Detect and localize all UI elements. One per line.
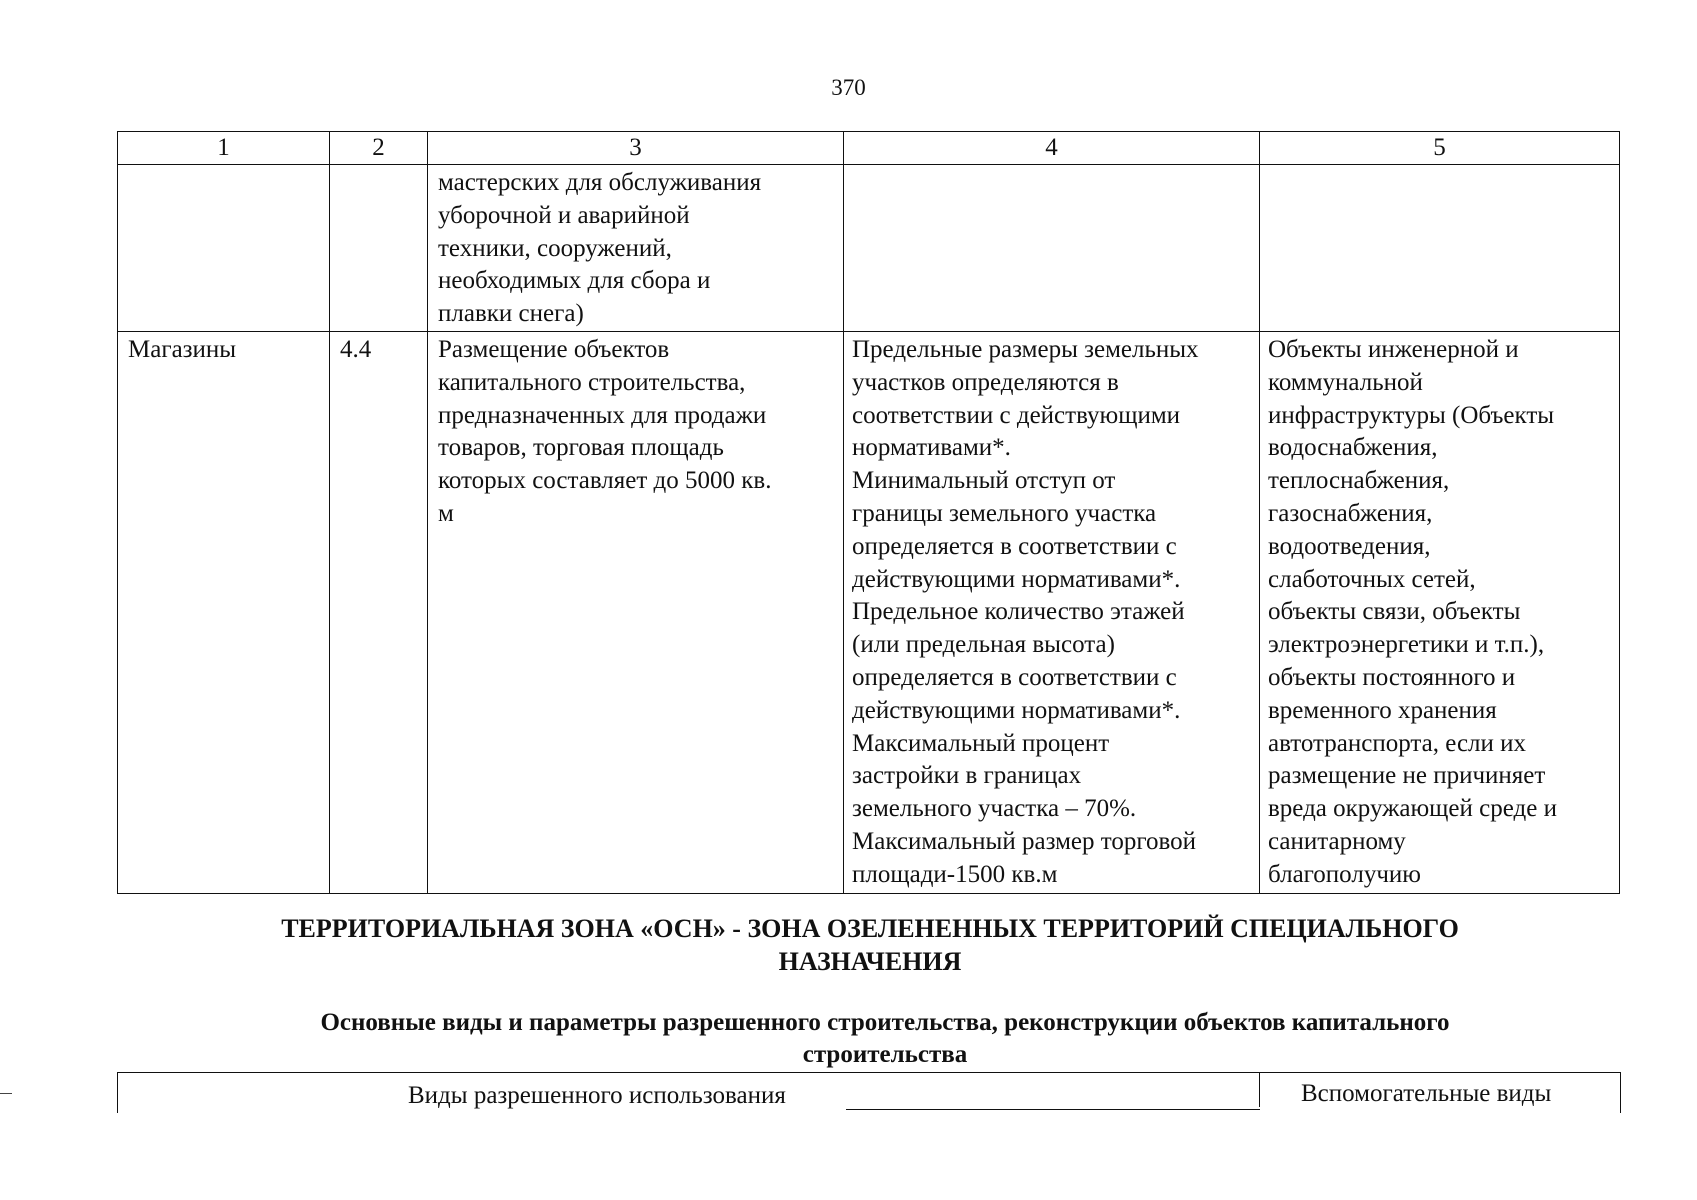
page-number: 370 [831,75,866,100]
section-subheading: Основные виды и параметры разрешенного строительства, реконструкции объектов капитального строительства [320,1009,1450,1068]
cell-parameters: Предельные размеры земельных участков определяются в соответствии с действующими нормативами*. Минимальный отступ от границы земельного участка определяется в соответствии с действующими нормативами*. Предельное количество этажей (или предельная высота) определяется в соответствии с действующими нормативами*. Максимальный процент застройки в границах земельного участка – 70%. Максимальный размер торговой площади-1500 кв.м [844,331,1260,893]
header-underline [846,1109,1260,1110]
column-header-4: 4 [844,132,1260,165]
regulations-table [117,131,1620,894]
next-table-header [117,1072,1621,1113]
column-header-3: 3 [428,132,844,165]
cell-empty [330,165,428,332]
permitted-uses-header: Виды разрешенного использования [408,1082,786,1109]
column-divider [1259,1073,1260,1107]
cell-description-continued: мастерских для обслуживания уборочной и аварийной техники, сооружений, необходимых для сбора и плавки снега) [428,165,844,332]
column-header-2: 2 [330,132,428,165]
table-row-continuation [118,165,1620,332]
cell-use-code: 4.4 [330,331,428,893]
cell-auxiliary-uses: Объекты инженерной и коммунальной инфраструктуры (Объекты водоснабжения, теплоснабжения, газоснабжения, водоотведения, слаботочных сетей, объекты связи, объекты электроэнергетики и т.п.), объекты постоянного и временного хранения автотранспорта, если их размещение не причиняет вреда окружающей среде и санитарному благополучию [1260,331,1620,893]
cell-empty [1260,165,1620,332]
margin-mark [0,1093,12,1094]
cell-use-name: Магазины [118,331,330,893]
auxiliary-uses-header: Вспомогательные виды [1301,1080,1552,1107]
cell-empty [844,165,1260,332]
cell-use-description: Размещение объектов капитального строительства, предназначенных для продажи товаров, торговая площадь которых составляет до 5000 кв. м [428,331,844,893]
zone-heading: ТЕРРИТОРИАЛЬНАЯ ЗОНА «ОСН» - ЗОНА ОЗЕЛЕНЕННЫХ ТЕРРИТОРИЙ СПЕЦИАЛЬНОГО НАЗНАЧЕНИЯ [281,914,1459,976]
table-row-shops [118,331,1620,893]
column-header-5: 5 [1260,132,1620,165]
cell-empty [118,165,330,332]
column-header-1: 1 [118,132,330,165]
table-header-row [118,132,1620,165]
